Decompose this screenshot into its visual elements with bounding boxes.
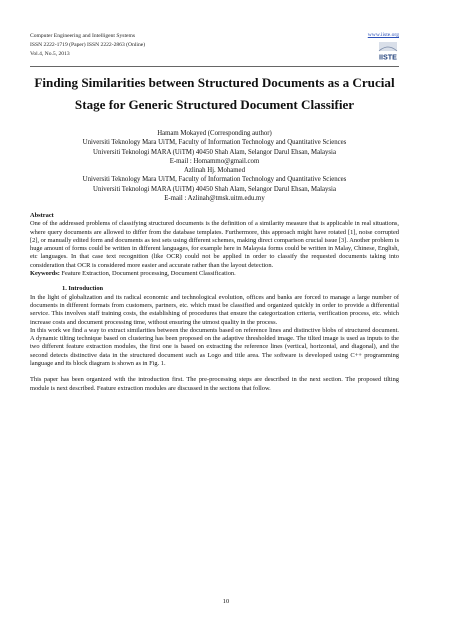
author-block: [30, 129, 399, 203]
author-line: Universiti Teknologi MARA (UiTM) 40450 Shah Alam, Selangor Darul Ehsan, Malaysia: [93, 148, 336, 156]
author-line: Azlinah Hj. Mohamed: [184, 167, 245, 175]
page-number: 10: [222, 598, 230, 605]
logo-text: IISTE: [379, 52, 397, 62]
iiste-logo: [377, 41, 399, 62]
author-line: Universiti Teknology Mara UiTM, Faculty of Information Technology and Quantitative Sciences: [82, 176, 347, 184]
author-line: Hamam Mokayed (Corresponding author): [157, 130, 272, 137]
keywords-line: [30, 270, 399, 278]
abstract-heading: Abstract: [30, 212, 54, 219]
journal-url-link[interactable]: www.iiste.org: [367, 32, 399, 38]
paper-body: [30, 212, 399, 393]
author-line: Universiti Teknologi MARA (UiTM) 40450 Shah Alam, Selangor Darul Ehsan, Malaysia: [93, 185, 336, 193]
keywords-text: Feature Extraction, Document processing, Document Classification.: [59, 270, 236, 278]
journal-volume: Vol.4, No.5, 2013: [30, 51, 70, 57]
journal-name: Computer Engineering and Intelligent Systems: [30, 33, 136, 39]
header-divider: [30, 66, 399, 67]
abstract-text: One of the addressed problems of classifying structured documents is the definition of a similarity measure that is applicable in real situations, where query documents are allowed to differ from the database templates. Furthermore, this approach might have rotated [1], noise corrupted [2], or manually edited form and documents as test sets using different schemes, making direct comparison crucial issue [3]. Another problem is huge amount of forms could be written in different languages, for example here in Malaysia forms could be written in Malay, Chinese, English, etc languages. In that case text recognition (like OCR) could not be applied in order to classify the requested documents taking into consideration that OCR is considered more easier and accurate rather than the layout detection.: [30, 220, 399, 269]
journal-issn: ISSN 2222-1719 (Paper) ISSN 2222-2863 (Online): [30, 42, 146, 48]
intro-paragraph-2: In this work we find a way to extract similarities between the documents based on reference lines and distinctive blobs of structured document. A dynamic tilting technique based on clustering has been proposed on the adaptive thresholded image. The tilted image is used as inputs to the two different feature extraction modules, the first one is based on extracting the reference lines (vertical, horizontal, and diagonal), and the second detects distinctive data in the structured document such as Logo and title area. The software is developed using C++ programming language and its block diagram is shown as in Fig. 1.: [30, 326, 399, 368]
introduction-heading: 1. Introduction: [62, 285, 104, 293]
keywords-label: Keywords:: [30, 270, 60, 278]
paper-title: [30, 72, 399, 116]
title-line-2: Stage for Generic Structured Document Classifier: [74, 97, 355, 112]
title-line-1: Finding Similarities between Structured Documents as a Crucial: [34, 75, 395, 90]
intro-paragraph-1: In the light of globalization and its radical economic and technological evolution, offices and banks are forced to manage a large number of documents in different formats from customers, partners, etc. which must be classified and organized quickly in order to provide a differential service. This involves staff training costs, the establishing of procedures that ensure the categorization criteria, verification process, etc. which increase costs and document processing time, without ensuring the utmost quality in the process.: [30, 293, 399, 326]
author-line: Universiti Teknology Mara UiTM, Faculty of Information Technology and Quantitative Sciences: [82, 139, 347, 147]
author-line: E-mail : Homammo@gmail.com: [169, 157, 260, 165]
author-line: E-mail : Azlinah@tmsk.uitm.edu.my: [164, 195, 265, 203]
journal-header: [30, 32, 145, 59]
intro-paragraph-3: This paper has been organized with the introduction first. The pre-processing steps are described in the next section. The proposed tilting module is next described. Feature extraction modules are discussed in the sections that follow.: [30, 376, 399, 392]
